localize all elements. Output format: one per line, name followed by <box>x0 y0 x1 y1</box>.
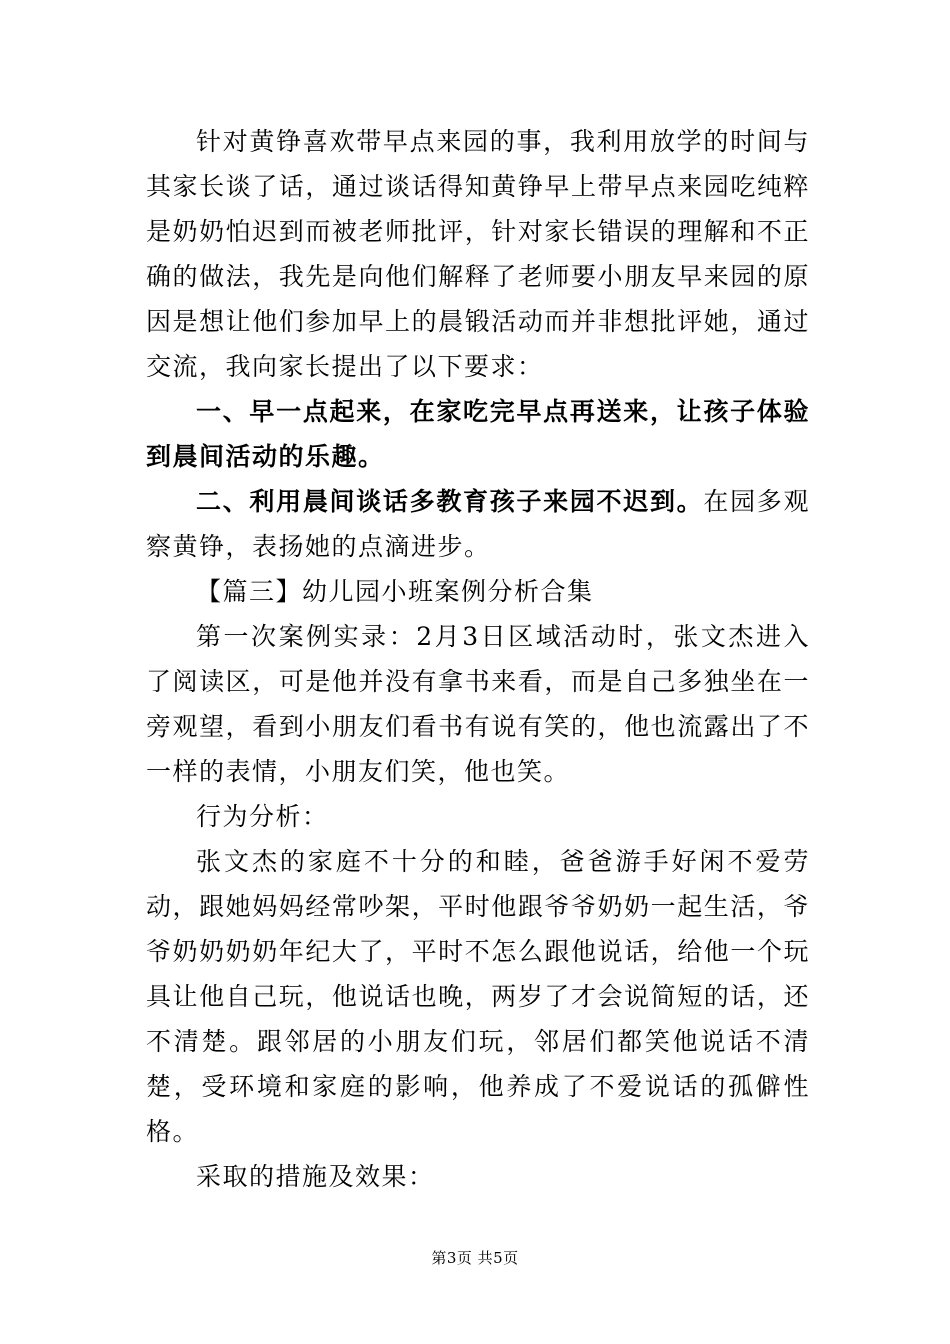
paragraph-parent-talk: 针对黄铮喜欢带早点来园的事，我利用放学的时间与其家长谈了话，通过谈话得知黄铮早上带早点来园吃纯粹是奶奶怕迟到而被老师批评，针对家长错误的理解和不正确的做法，我先是向他们解释了老师要小朋友早来园的原因是想让他们参加早上的晨锻活动而并非想批评她，通过交流，我向家长提出了以下要求： <box>146 127 810 381</box>
heading-behavior-analysis: 行为分析： <box>196 802 329 831</box>
paragraph-family-background: 张文杰的家庭不十分的和睦，爸爸游手好闲不爱劳动，跟她妈妈经常吵架，平时他跟爷爷奶奶一起生活，爷爷奶奶奶奶年纪大了，平时不怎么跟他说话，给他一个玩具让他自己玩，他说话也晚，两岁了才会说简短的话，还不清楚。跟邻居的小朋友们玩，邻居们都笑他说话不清楚，受环境和家庭的影响，他养成了不爱说话的孤僻性格。 <box>146 847 810 1146</box>
paragraph-requirement-1: 一、早一点起来，在家吃完早点再送来，让孩子体验到晨间活动的乐趣。 <box>146 397 810 471</box>
heading-measures-effects: 采取的措施及效果： <box>196 1162 435 1191</box>
requirement-2-normal-text: 在园多观察黄铮，表扬她的点滴进步。 <box>146 487 810 561</box>
paragraph-case-record: 第一次案例实录：2月3日区域活动时，张文杰进入了阅读区，可是他并没有拿书来看，而是自己多独坐在一旁观望，看到小朋友们看书有说有笑的，他也流露出了不一样的表情，小朋友们笑，他也笑。 <box>146 622 810 786</box>
section-heading-part3: 【篇三】幼儿园小班案例分析合集 <box>196 577 594 606</box>
page-footer: 第3页 共5页 <box>431 1249 519 1267</box>
requirement-2-bold-text: 二、利用晨间谈话多教育孩子来园不迟到。 <box>196 487 704 516</box>
paragraph-requirement-2 <box>146 479 810 569</box>
document-body <box>146 119 810 1199</box>
